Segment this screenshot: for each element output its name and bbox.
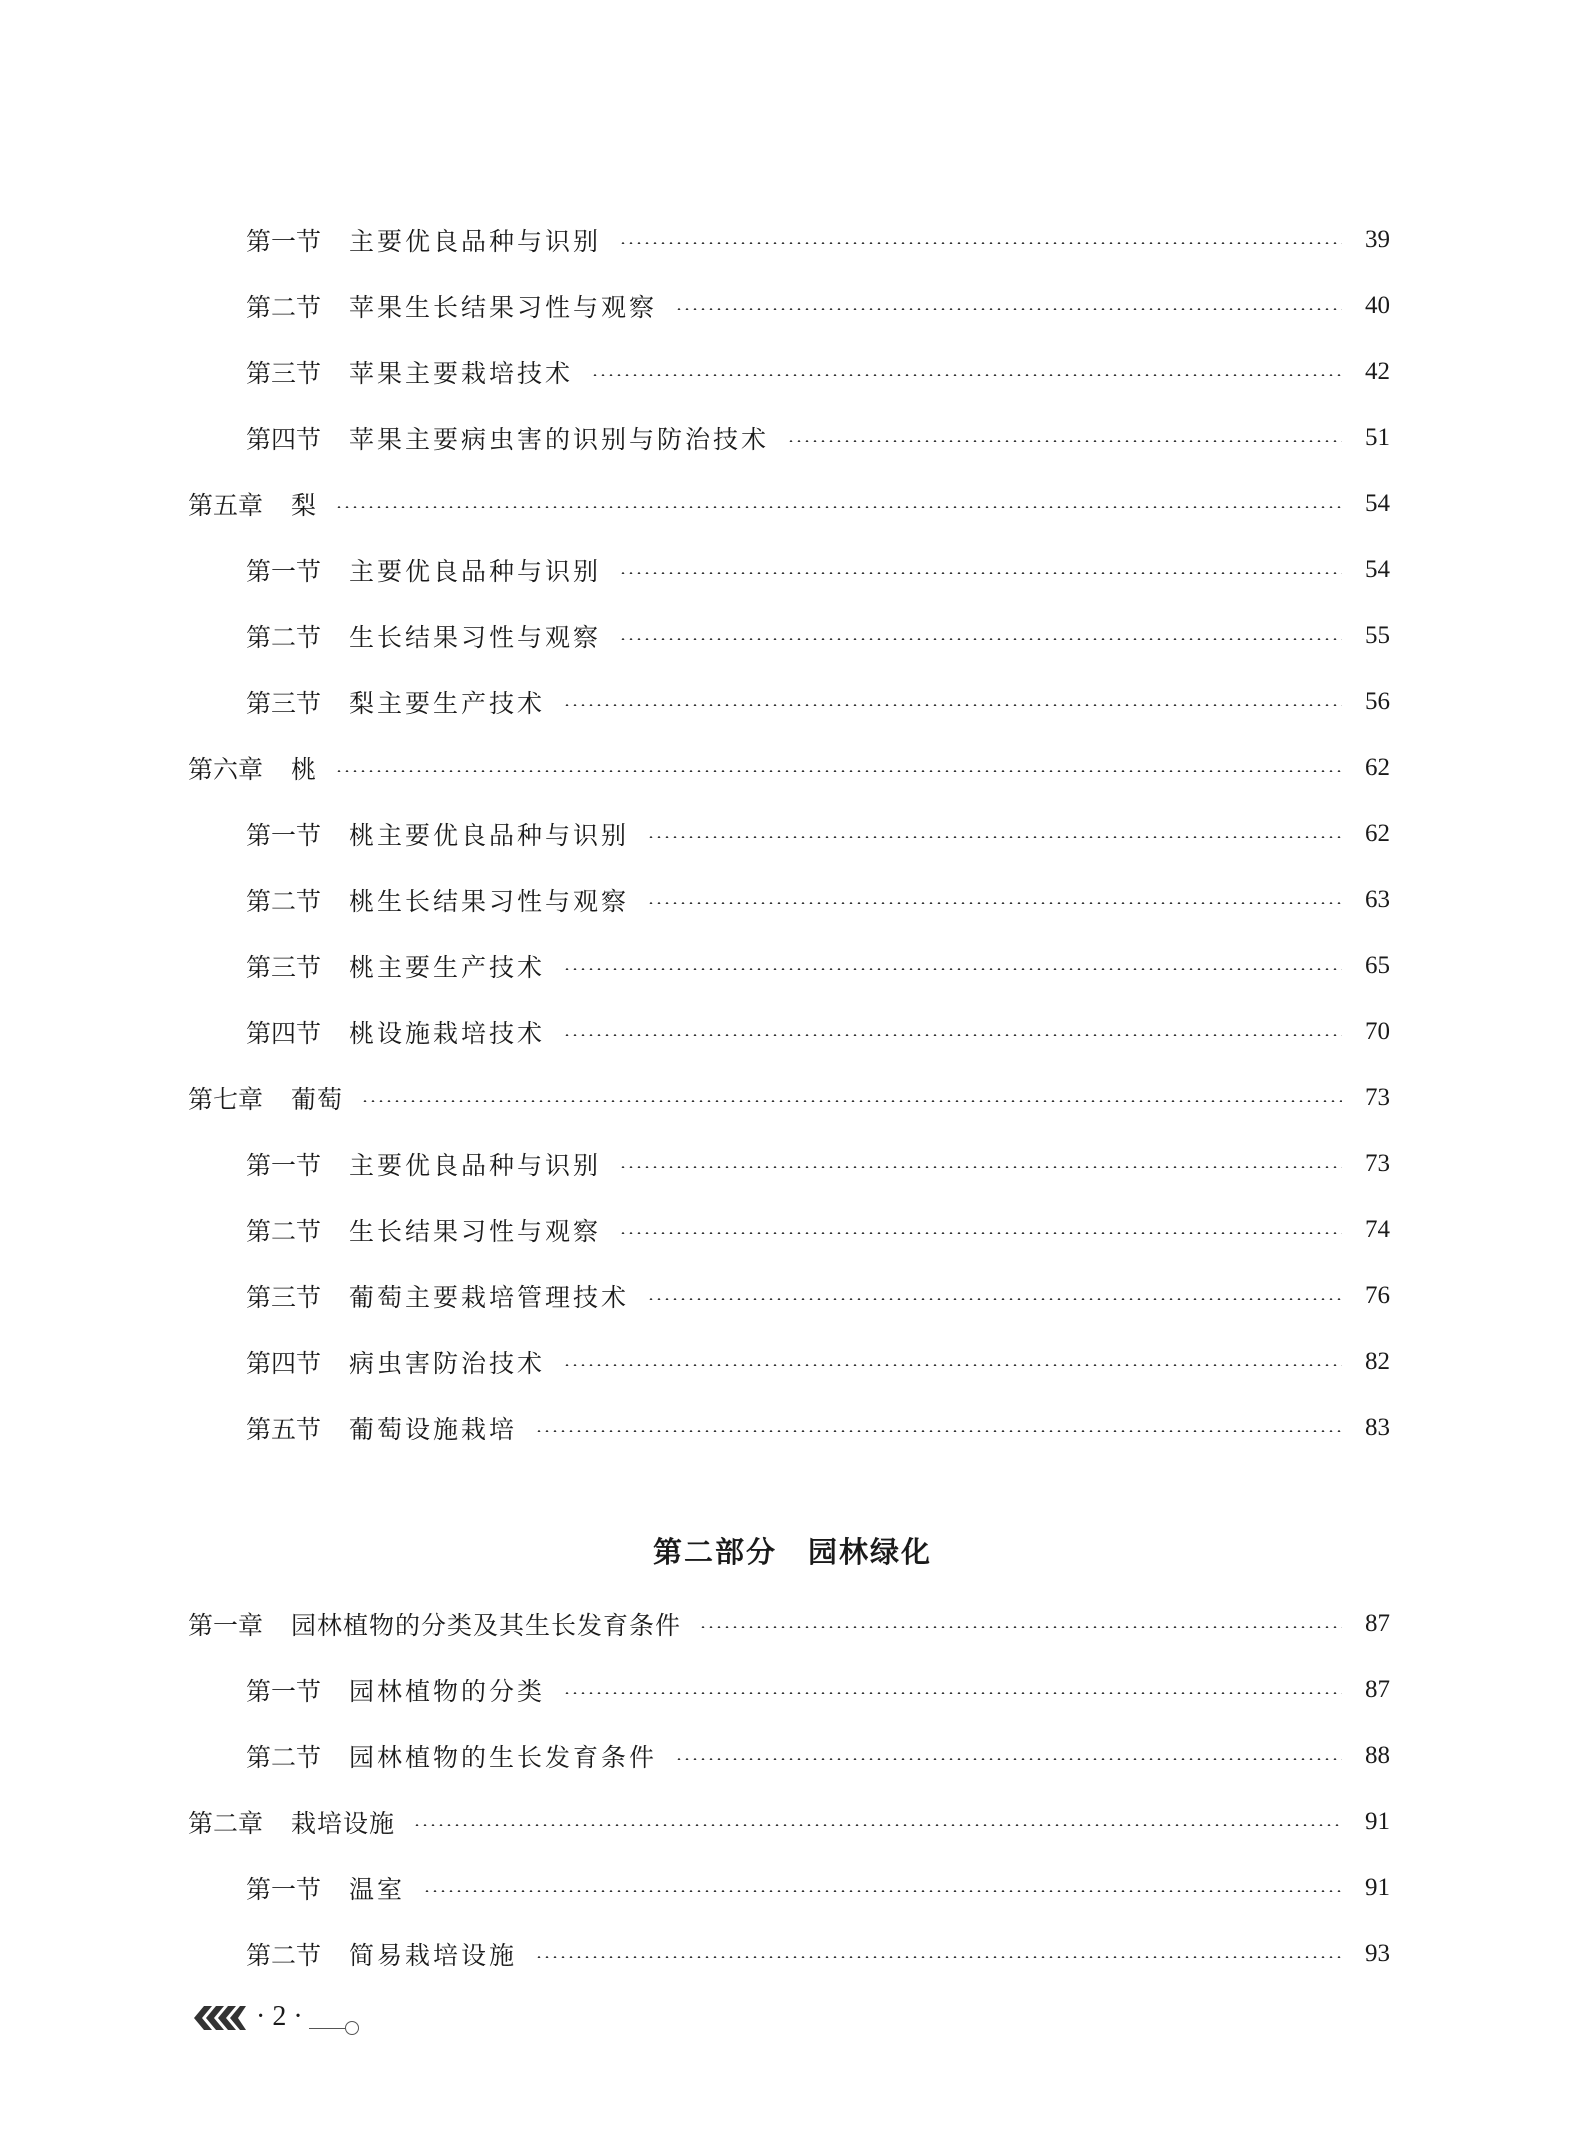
dot-leader [591,374,1342,376]
toc-entry-title: 生长结果习性与观察 [349,1217,602,1246]
toc-section-entry[interactable] [246,1670,1390,1710]
toc-entry-number: 第二节 [246,293,322,322]
circle-icon [345,2021,359,2035]
toc-entry-title: 梨 [291,491,318,520]
toc-entry-number: 第一章 [188,1611,264,1640]
toc-entry-number: 第二节 [246,623,322,652]
toc-entry-title: 桃主要优良品种与识别 [349,821,630,850]
toc-section-entry[interactable] [246,418,1390,458]
dot-leader [647,902,1342,904]
dot-leader [335,770,1342,772]
toc-entry-number: 第一节 [246,1677,322,1706]
toc-section-entry[interactable] [246,550,1390,590]
dot-leader [361,1100,1342,1102]
toc-entry-page: 65 [1365,952,1390,979]
dot-leader [563,968,1342,970]
toc-entry-number: 第三节 [246,953,322,982]
toc-entry-number: 第五章 [188,491,264,520]
toc-chapter-entry[interactable] [188,1078,1390,1118]
toc-entry-title: 温室 [349,1875,406,1904]
toc-entry-number: 第二章 [188,1809,264,1838]
toc-entry-page: 82 [1365,1348,1390,1375]
toc-entry-number: 第一节 [246,557,322,586]
toc-entry-number: 第一节 [246,227,322,256]
toc-entry-page: 62 [1365,754,1390,781]
toc-entry-page: 56 [1365,688,1390,715]
dot-leader [647,1298,1342,1300]
toc-section-entry[interactable] [246,946,1390,986]
page-number: · 2 · [256,2001,303,2032]
toc-entry-title: 主要优良品种与识别 [349,1151,602,1180]
dot-leader [675,1758,1342,1760]
toc-entry-number: 第一节 [246,1875,322,1904]
toc-entry-page: 62 [1365,820,1390,847]
toc-entry-page: 76 [1365,1282,1390,1309]
toc-section-entry[interactable] [246,1144,1390,1184]
dot-leader [619,1166,1342,1168]
dot-leader [423,1890,1342,1892]
toc-section-entry[interactable] [246,1408,1390,1448]
toc-entry-page: 93 [1365,1940,1390,1967]
part-heading: 第二部分 园林绿化 [652,1537,932,1569]
dot-leader [335,506,1342,508]
toc-section-entry[interactable] [246,352,1390,392]
toc-section-entry[interactable] [246,1342,1390,1382]
toc-entry-page: 87 [1365,1610,1390,1637]
toc-chapter-entry[interactable] [188,1802,1390,1842]
toc-section-entry[interactable] [246,220,1390,260]
footer-rule [309,2028,345,2029]
dot-leader [563,1364,1342,1366]
toc-entry-title: 病虫害防治技术 [349,1349,546,1378]
toc-entry-number: 第四节 [246,1019,322,1048]
toc-section-entry[interactable] [246,1210,1390,1250]
dot-leader [675,308,1342,310]
toc-section-entry[interactable] [246,814,1390,854]
toc-entry-number: 第二节 [246,1941,322,1970]
toc-entry-number: 第三节 [246,359,322,388]
toc-entry-title: 桃生长结果习性与观察 [349,887,630,916]
toc-entry-number: 第四节 [246,1349,322,1378]
toc-entry-page: 39 [1365,226,1390,253]
toc-section-entry[interactable] [246,616,1390,656]
toc-section-entry[interactable] [246,1736,1390,1776]
toc-entry-page: 70 [1365,1018,1390,1045]
toc-entry-page: 87 [1365,1676,1390,1703]
toc-entry-title: 主要优良品种与识别 [349,557,602,586]
toc-entry-number: 第二节 [246,887,322,916]
toc-entry-number: 第四节 [246,425,322,454]
toc-entry-title: 栽培设施 [291,1809,396,1838]
dot-leader [619,242,1342,244]
toc-entry-title: 主要优良品种与识别 [349,227,602,256]
dot-leader [535,1430,1342,1432]
toc-entry-page: 40 [1365,292,1390,319]
toc-entry-page: 51 [1365,424,1390,451]
dot-leader [413,1824,1342,1826]
toc-entry-number: 第七章 [188,1085,264,1114]
toc-section-entry[interactable] [246,286,1390,326]
dot-leader [787,440,1342,442]
toc-entry-page: 55 [1365,622,1390,649]
dot-leader [535,1956,1342,1958]
toc-entry-page: 73 [1365,1150,1390,1177]
toc-chapter-entry[interactable] [188,484,1390,524]
toc-entry-number: 第一节 [246,1151,322,1180]
toc-entry-title: 园林植物的分类及其生长发育条件 [291,1611,682,1640]
toc-section-entry[interactable] [246,880,1390,920]
toc-entry-page: 74 [1365,1216,1390,1243]
toc-entry-number: 第六章 [188,755,264,784]
toc-entry-page: 54 [1365,556,1390,583]
toc-entry-number: 第三节 [246,689,322,718]
dot-leader [699,1626,1342,1628]
toc-chapter-entry[interactable] [188,1604,1390,1644]
page-footer [190,1998,359,2038]
toc-section-entry[interactable] [246,682,1390,722]
toc-entry-number: 第一节 [246,821,322,850]
toc-entry-title: 桃设施栽培技术 [349,1019,546,1048]
toc-entry-number: 第二节 [246,1743,322,1772]
toc-entry-page: 63 [1365,886,1390,913]
toc-entry-title: 苹果主要栽培技术 [349,359,574,388]
dot-leader [619,1232,1342,1234]
toc-entry-title: 苹果生长结果习性与观察 [349,293,658,322]
toc-section-entry[interactable] [246,1934,1390,1974]
dot-leader [647,836,1342,838]
toc-entry-title: 葡萄主要栽培管理技术 [349,1283,630,1312]
toc-entry-title: 桃 [291,755,318,784]
toc-entry-number: 第三节 [246,1283,322,1312]
toc-entry-title: 园林植物的分类 [349,1677,546,1706]
toc-section-entry[interactable] [246,1868,1390,1908]
toc-entry-page: 73 [1365,1084,1390,1111]
toc-entry-title: 苹果主要病虫害的识别与防治技术 [349,425,770,454]
toc-entry-page: 88 [1365,1742,1390,1769]
toc-entry-title: 梨主要生产技术 [349,689,546,718]
toc-entry-number: 第五节 [246,1415,322,1444]
toc-entry-title: 生长结果习性与观察 [349,623,602,652]
toc-entry-page: 54 [1365,490,1390,517]
toc-chapter-entry[interactable] [188,748,1390,788]
dot-leader [563,704,1342,706]
toc-entry-title: 简易栽培设施 [349,1941,518,1970]
dot-leader [619,572,1342,574]
toc-entry-page: 91 [1365,1874,1390,1901]
toc-entry-title: 园林植物的生长发育条件 [349,1743,658,1772]
toc-entry-page: 42 [1365,358,1390,385]
toc-entry-page: 83 [1365,1414,1390,1441]
toc-section-entry[interactable] [246,1276,1390,1316]
toc-entry-title: 桃主要生产技术 [349,953,546,982]
toc-entry-title: 葡萄 [291,1085,344,1114]
toc-entry-number: 第二节 [246,1217,322,1246]
dot-leader [563,1034,1342,1036]
toc-section-entry[interactable] [246,1012,1390,1052]
dot-leader [619,638,1342,640]
dot-leader [563,1692,1342,1694]
toc-entry-title: 葡萄设施栽培 [349,1415,518,1444]
chevrons-left-icon [190,2003,246,2033]
toc-entry-page: 91 [1365,1808,1390,1835]
